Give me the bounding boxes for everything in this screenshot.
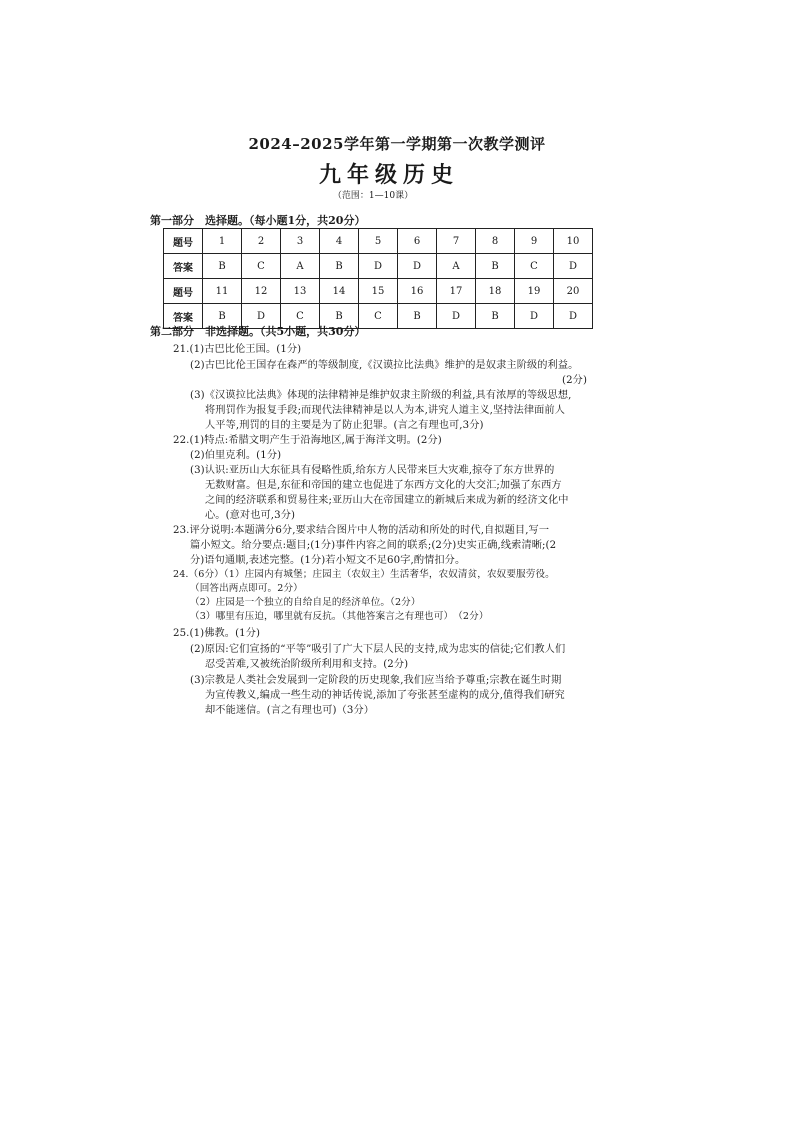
table-row — [164, 279, 593, 304]
answer-line: 篇小短文。给分要点:题目;(1分)事件内容之间的联系;(2分)史实正确,线索清晰;(2 — [190, 540, 557, 551]
answer-line: (2)原因:它们宣扬的“平等”吸引了广大下层人民的支持,成为忠实的信徒;它们教人们 — [190, 644, 566, 655]
table-cell: C — [515, 254, 554, 279]
answer-line: （回答出两点即可。2分） — [190, 583, 303, 594]
table-cell: D — [398, 254, 437, 279]
answer-line: 23.评分说明:本题满分6分,要求结合图片中人物的活动和所处的时代,自拟题目,写一 — [173, 525, 550, 536]
table-cell: D — [359, 254, 398, 279]
exam-title: 2024–2025学年第一学期第一次教学测评 — [248, 135, 546, 153]
answer-line: (2)伯里克利。(1分) — [190, 450, 282, 461]
table-cell: B — [476, 254, 515, 279]
table-cell: D — [554, 254, 593, 279]
answer-line: 无数财富。但是,东征和帝国的建立也促进了东西方文化的大交汇;加强了东西方 — [205, 480, 562, 491]
table-cell: A — [281, 254, 320, 279]
table-cell: 18 — [476, 279, 515, 304]
part1-heading: 第一部分 选择题。（每小题1分，共20分） — [150, 214, 366, 227]
table-cell: B — [320, 254, 359, 279]
answer-line: 心。(意对也可,3分) — [205, 510, 296, 521]
answer-line: 将刑罚作为报复手段;而现代法律精神是以人为本,讲究人道主义,坚持法律面前人 — [205, 405, 565, 416]
table-cell: C — [242, 254, 281, 279]
scope-note: （范围：1—10课） — [332, 191, 414, 201]
table-cell: B — [476, 304, 515, 329]
answer-line: 22.(1)特点:希腊文明产生于沿海地区,属于海洋文明。(2分) — [173, 435, 442, 446]
table-cell: 题号 — [164, 279, 203, 304]
table-cell: 17 — [437, 279, 476, 304]
table-cell: B — [398, 304, 437, 329]
answer-line: (2)古巴比伦王国存在森严的等级制度,《汉谟拉比法典》维护的是奴隶主阶级的利益。 — [190, 360, 579, 371]
part2-heading: 第二部分 非选择题。（共5小题，共30分） — [150, 325, 366, 338]
table-cell: B — [320, 304, 359, 329]
answer-line: 21.(1)古巴比伦王国。(1分) — [173, 344, 302, 355]
answer-line: (3)认识:亚历山大东征具有侵略性质,给东方人民带来巨大灾难,掠夺了东方世界的 — [190, 465, 555, 476]
answer-line: (3)宗教是人类社会发展到一定阶段的历史现象,我们应当给予尊重;宗教在诞生时期 — [190, 675, 562, 686]
table-cell: B — [203, 254, 242, 279]
table-cell: 14 — [320, 279, 359, 304]
table-cell: A — [437, 254, 476, 279]
table-cell: 2 — [242, 229, 281, 254]
answer-line: 25.(1)佛教。(1分) — [173, 628, 261, 639]
table-row — [164, 254, 593, 279]
table-cell: D — [437, 304, 476, 329]
answer-line: （2）庄园是一个独立的自给自足的经济单位。（2分） — [190, 597, 421, 608]
answer-table — [163, 228, 593, 329]
table-cell: D — [242, 304, 281, 329]
table-cell: B — [203, 304, 242, 329]
table-cell: 答案 — [164, 304, 203, 329]
table-row — [164, 229, 593, 254]
table-cell: C — [359, 304, 398, 329]
answer-line: （3）哪里有压迫，哪里就有反抗。（其他答案言之有理也可） （2分） — [190, 611, 489, 622]
table-cell: 15 — [359, 279, 398, 304]
table-cell: 13 — [281, 279, 320, 304]
table-cell: 10 — [554, 229, 593, 254]
table-cell: 答案 — [164, 254, 203, 279]
table-cell: C — [281, 304, 320, 329]
table-cell: 16 — [398, 279, 437, 304]
table-cell: 12 — [242, 279, 281, 304]
answer-line: 忍受苦难,又被统治阶级所利用和支持。(2分) — [205, 659, 409, 670]
table-cell: 5 — [359, 229, 398, 254]
table-cell: 4 — [320, 229, 359, 254]
answer-line: (3)《汉谟拉比法典》体现的法律精神是维护奴隶主阶级的利益,具有浓厚的等级思想, — [190, 390, 572, 401]
table-cell: 6 — [398, 229, 437, 254]
answer-line: 之间的经济联系和贸易往来;亚历山大在帝国建立的新城后来成为新的经济文化中 — [205, 495, 569, 506]
table-cell: D — [515, 304, 554, 329]
table-cell: 19 — [515, 279, 554, 304]
answer-line: 24.（6分）（1）庄园内有城堡；庄园主（农奴主）生活奢华，农奴清贫，农奴要服劳役。 — [173, 569, 555, 580]
answer-line: 人平等,刑罚的目的主要是为了防止犯罪。(言之有理也可,3分) — [205, 420, 484, 431]
table-cell: 1 — [203, 229, 242, 254]
table-cell: 题号 — [164, 229, 203, 254]
answer-line: 分)语句通顺,表述完整。(1分)若小短文不足60字,酌情扣分。 — [190, 555, 466, 566]
table-cell: 9 — [515, 229, 554, 254]
answer-line: 却不能迷信。(言之有理也可)（3分） — [205, 705, 375, 716]
table-cell: 20 — [554, 279, 593, 304]
table-cell: 11 — [203, 279, 242, 304]
subject-title: 九年级历史 — [318, 162, 459, 188]
table-cell: D — [554, 304, 593, 329]
table-cell: 3 — [281, 229, 320, 254]
table-cell: 8 — [476, 229, 515, 254]
answer-line: 为宣传教义,编成一些生动的神话传说,添加了夸张甚至虚构的成分,值得我们研究 — [205, 690, 565, 701]
table-cell: 7 — [437, 229, 476, 254]
answer-line: (2分) — [562, 375, 588, 386]
